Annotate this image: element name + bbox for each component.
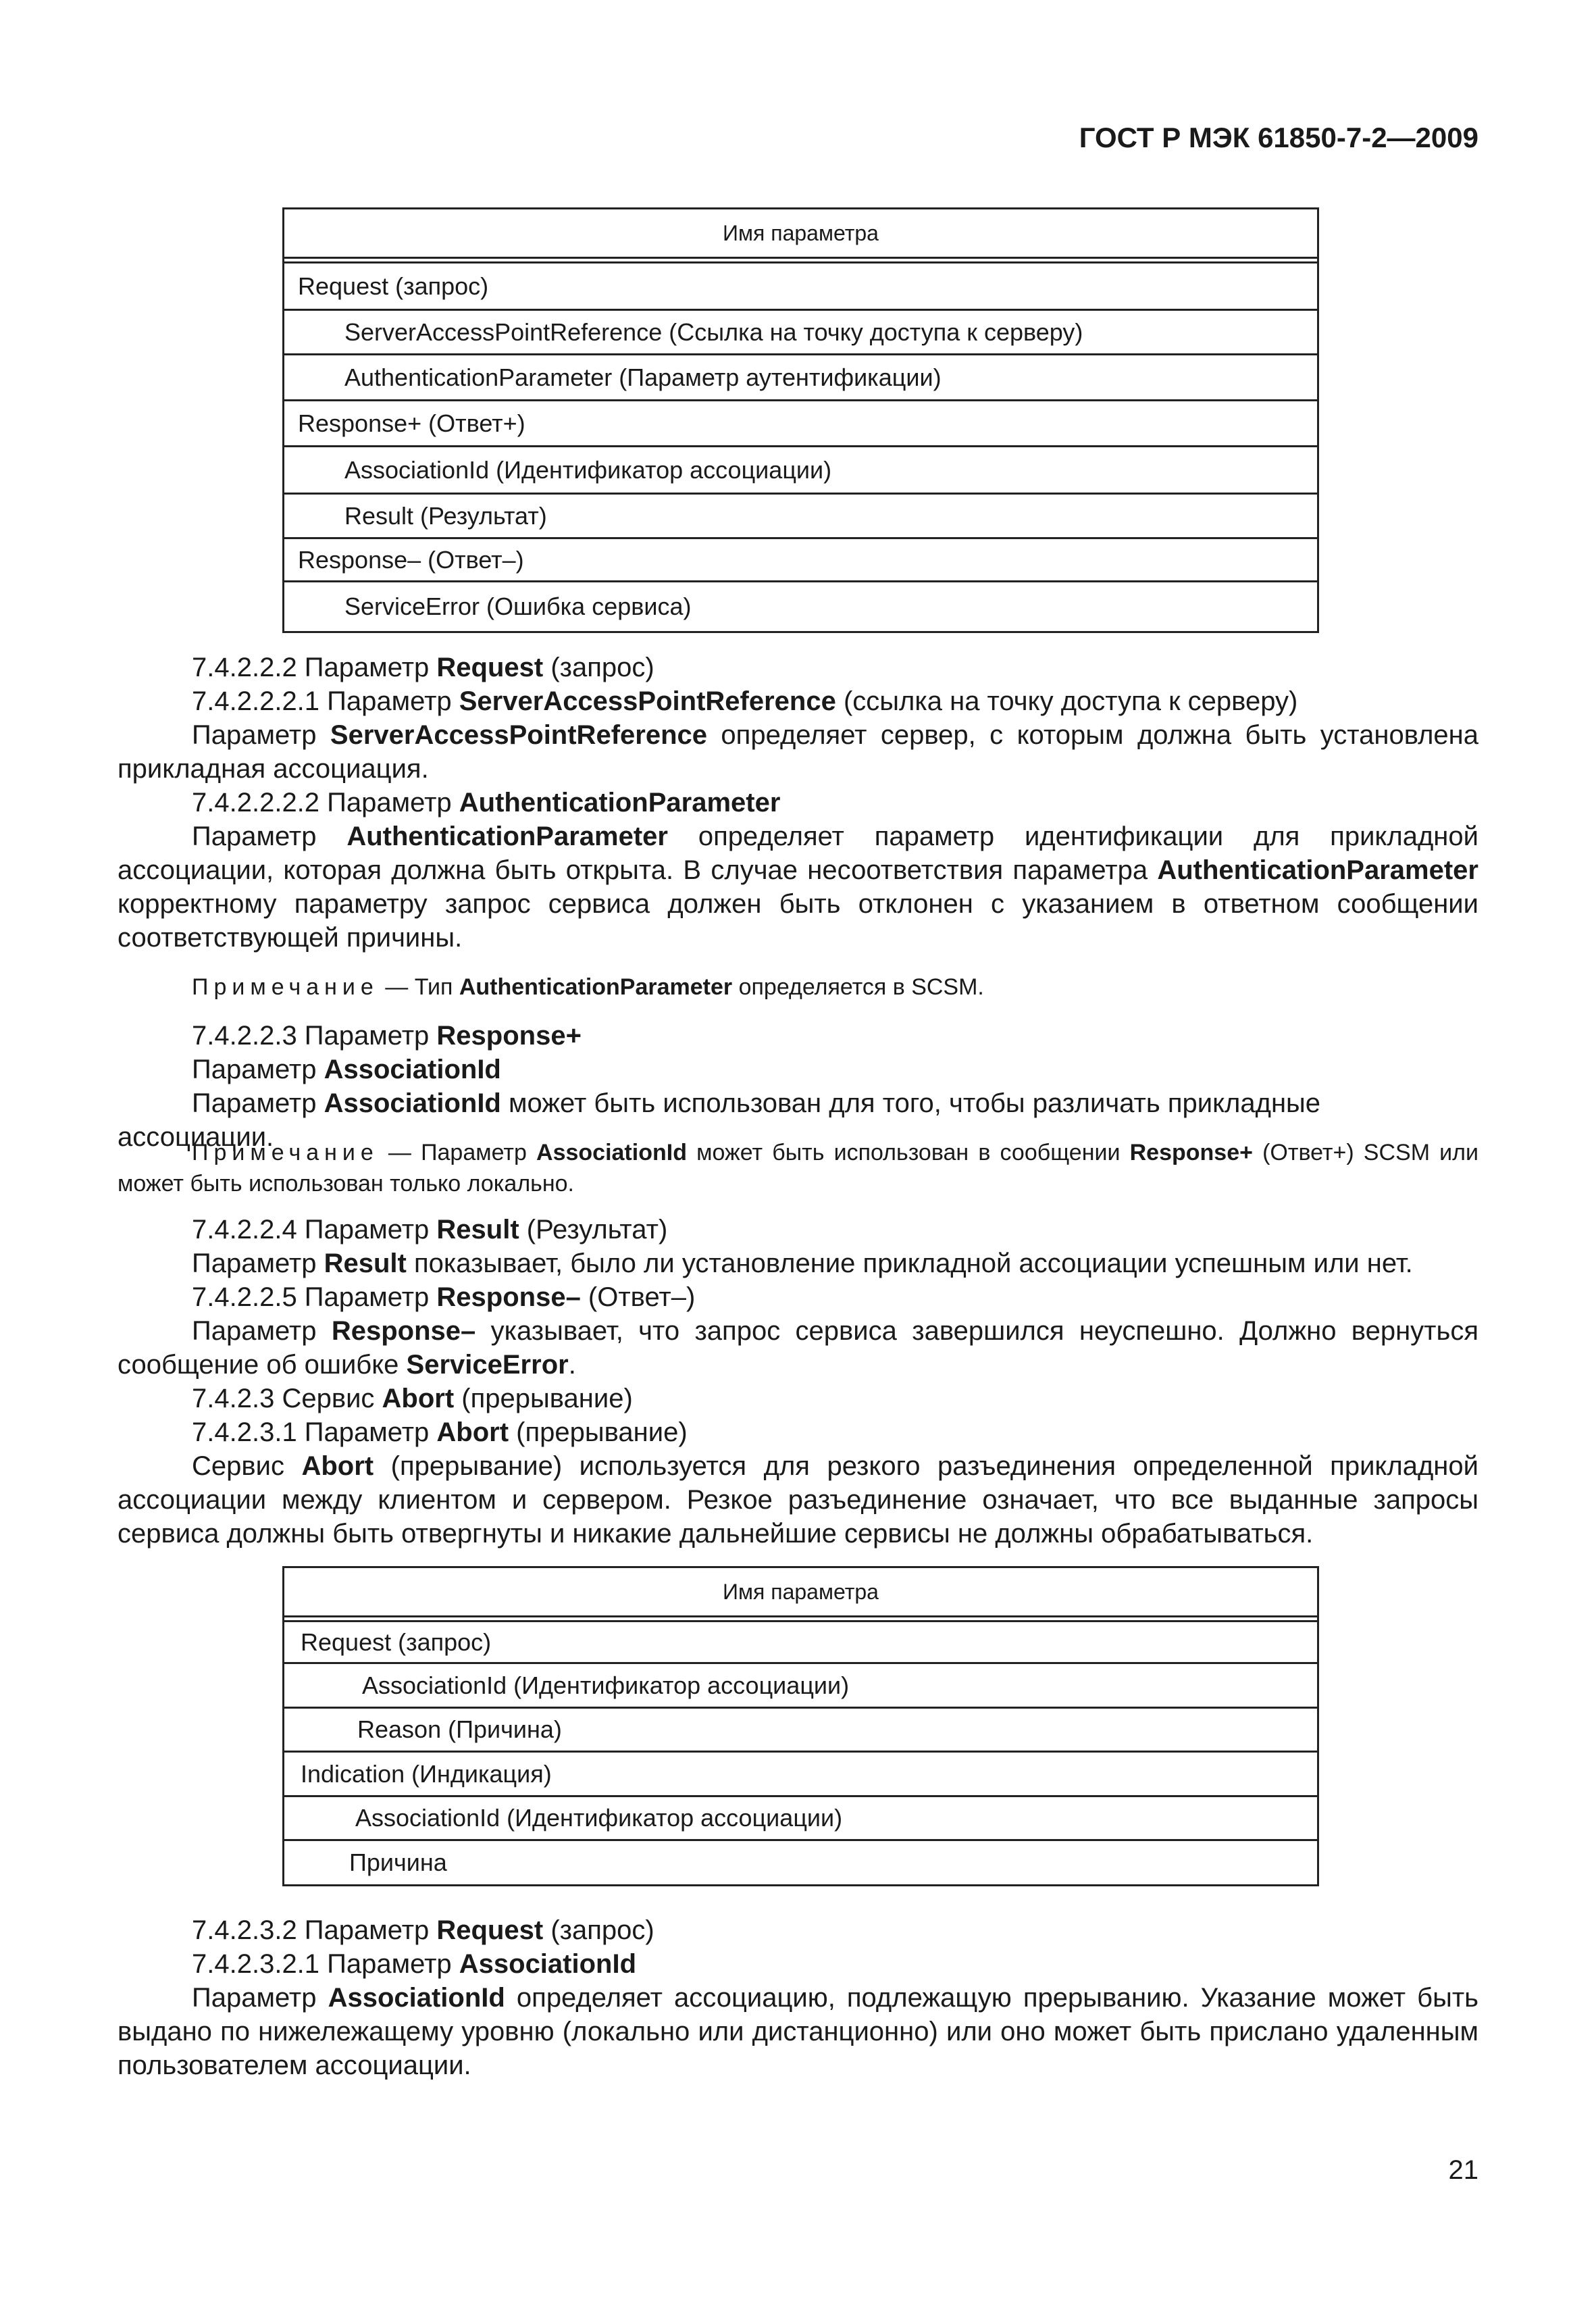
table-row: Request (запрос) — [284, 1622, 1317, 1664]
paragraph: Параметр AssociationId определяет ассоциацию, подлежащую прерыванию. Указание может быть выдано по нижележащему уровню (локально или дистанционно) или оно может быть прислано удаленным пользователем ассоциации. — [118, 1983, 1478, 2080]
table-row: Причина — [349, 1848, 447, 1876]
table-row: Response– (Ответ–) — [284, 539, 1317, 582]
paragraph: 7.4.2.3 Сервис Abort (прерывание) — [192, 1384, 633, 1413]
table-row: Reason (Причина) — [284, 1709, 1317, 1753]
document-header: ГОСТ Р МЭК 61850-7-2—2009 — [1079, 122, 1478, 153]
paragraph: Параметр Result показывает, было ли установление прикладной ассоциации успешным или нет. — [192, 1249, 1413, 1278]
table-row: ServerAccessPointReference (Ссылка на точку доступа к серверу) — [284, 311, 1317, 355]
paragraph: 7.4.2.2.3 Параметр Response+ — [192, 1021, 582, 1051]
table-row: Request (запрос) — [284, 263, 1317, 311]
paragraph: Параметр AssociationId может быть использован для того, чтобы различать прикладные ассоциации. — [118, 1088, 1321, 1152]
paragraph: 7.4.2.2.2.2 Параметр AuthenticationParameter — [192, 788, 781, 818]
table-row: AuthenticationParameter (Параметр аутентификации) — [284, 355, 1317, 401]
paragraph: 7.4.2.3.2.1 Параметр AssociationId — [192, 1949, 637, 1979]
note: Примечание — Тип AuthenticationParameter определяется в SCSM. — [192, 974, 984, 1000]
table-row: Result (Результат) — [284, 495, 1317, 539]
table-row: ServiceError (Ошибка сервиса) — [344, 593, 692, 620]
table-row: AssociationId (Идентификатор ассоциации) — [284, 1797, 1317, 1841]
table-row: Response+ (Ответ+) — [284, 401, 1317, 447]
paragraph: 7.4.2.2.4 Параметр Result (Результат) — [192, 1215, 668, 1244]
paragraph: Сервис Abort (прерывание) используется для резкого разъединения определенной прикладной ассоциации между клиентом и сервером. Резкое разъединение означает, что все выданные запросы сервиса должны быть отвергнуты и никакие дальнейшие сервисы не должны обрабатываться. — [118, 1451, 1478, 1549]
table-row: AssociationId (Идентификатор ассоциации) — [284, 1664, 1317, 1709]
table-row: AssociationId (Идентификатор ассоциации) — [284, 447, 1317, 495]
paragraph: Параметр ServerAccessPointReference определяет сервер, с которым должна быть установлена прикладная ассоциация. — [118, 720, 1479, 784]
note: Примечание — Параметр AssociationId может быть использован в сообщении Response+ (Ответ+) SCSM или может быть использован только локально. — [118, 1140, 1478, 1197]
header-divider — [284, 259, 1317, 263]
paragraph: 7.4.2.3.2 Параметр Request (запрос) — [192, 1915, 654, 1945]
table-header: Имя параметра — [284, 209, 1317, 259]
header-divider — [284, 1617, 1317, 1622]
paragraph: 7.4.2.3.1 Параметр Abort (прерывание) — [192, 1417, 688, 1447]
table-row: Indication (Индикация) — [284, 1753, 1317, 1797]
paragraph: Параметр AssociationId — [192, 1055, 501, 1084]
paragraph: Параметр Response– указывает, что запрос сервиса завершился неуспешно. Должно вернуться сообщение об ошибке ServiceError. — [118, 1316, 1478, 1380]
paragraph: Параметр AuthenticationParameter определяет параметр идентификации для прикладной ассоциации, которая должна быть открыта. В случае несоответствия параметра AuthenticationParameter корректному параметру запрос сервиса должен быть отклонен с указанием в ответном сообщении соответствующей причины. — [118, 822, 1478, 953]
paragraph: 7.4.2.2.5 Параметр Response– (Ответ–) — [192, 1282, 696, 1312]
page-number: 21 — [1448, 2155, 1478, 2185]
paragraph: 7.4.2.2.2 Параметр Request (запрос) — [192, 653, 654, 682]
table-header: Имя параметра — [284, 1568, 1317, 1617]
parameter-table-abort — [282, 1566, 1319, 1886]
parameter-table-associate — [282, 207, 1319, 633]
paragraph: 7.4.2.2.2.1 Параметр ServerAccessPointReference (ссылка на точку доступа к серверу) — [192, 686, 1298, 716]
